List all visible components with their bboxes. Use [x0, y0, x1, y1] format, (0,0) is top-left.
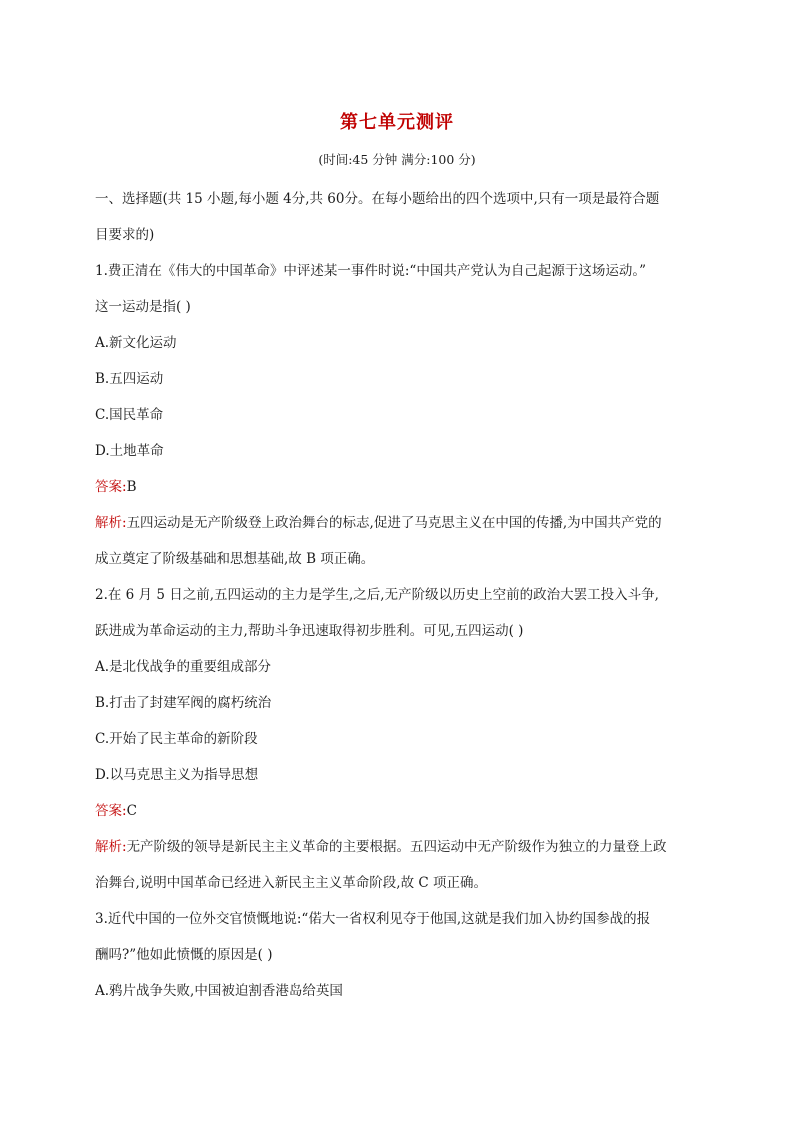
q2-answer-label: 答案: [95, 803, 127, 819]
q2-option-c: C.开始了民主革命的新阶段 [95, 731, 258, 747]
q2-option-a: A.是北伐战争的重要组成部分 [95, 659, 272, 675]
q2-answer-value: C [126, 803, 137, 819]
q3-stem-line-2: 酬吗?”他如此愤慨的原因是( ) [95, 947, 273, 963]
q1-answer [95, 478, 705, 496]
page-title: 第七单元测评 [340, 112, 454, 133]
q1-stem-line-1: 1.费正清在《伟大的中国革命》中评述某一事件时说:“中国共产党认为自己起源于这场运动。” [95, 263, 646, 279]
q2-stem-line-2: 跃进成为革命运动的主力,帮助斗争迅速取得初步胜利。可见,五四运动( ) [95, 623, 524, 639]
q1-explanation-line-2: 成立奠定了阶级基础和思想基础,故 B 项正确。 [95, 551, 375, 567]
q3-stem-line-1: 3.近代中国的一位外交官愤慨地说:“偌大一省权利见夺于他国,这就是我们加入协约国参战的报 [95, 911, 651, 927]
q3-option-a: A.鸦片战争失败,中国被迫割香港岛给英国 [95, 983, 343, 999]
q2-explain-label: 解析: [95, 839, 127, 855]
q2-explanation-line-1 [95, 838, 705, 856]
q1-explain-label: 解析: [95, 515, 127, 531]
q2-stem-line-1: 2.在 6 月 5 日之前,五四运动的主力是学生,之后,无产阶级以历史上空前的政治大罢工投入斗争, [95, 587, 659, 603]
q1-answer-label: 答案: [95, 479, 127, 495]
q1-answer-value: B [126, 479, 137, 495]
q1-explain-text-1: 五四运动是无产阶级登上政治舞台的标志,促进了马克思主义在中国的传播,为中国共产党的 [126, 515, 662, 531]
q2-explain-text-1: 无产阶级的领导是新民主主义革命的主要根据。五四运动中无产阶级作为独立的力量登上政 [126, 839, 667, 855]
q2-answer [95, 802, 705, 820]
q1-option-d: D.土地革命 [95, 443, 164, 459]
q2-explanation-line-2: 治舞台,说明中国革命已经进入新民主主义革命阶段,故 C 项正确。 [95, 875, 487, 891]
q1-option-a: A.新文化运动 [95, 335, 177, 351]
exam-info: (时间:45 分钟 满分:100 分) [318, 152, 476, 167]
q2-option-b: B.打击了封建军阀的腐朽统治 [95, 695, 272, 711]
q1-option-b: B.五四运动 [95, 371, 164, 387]
section-heading-line-2: 目要求的) [95, 227, 155, 243]
q2-option-d: D.以马克思主义为指导思想 [95, 767, 259, 783]
q1-option-c: C.国民革命 [95, 407, 164, 423]
section-heading-line-1: 一、选择题(共 15 小题,每小题 4分,共 60分。在每小题给出的四个选项中,只有一项是最符合题 [95, 191, 660, 207]
q1-explanation-line-1 [95, 514, 705, 532]
q1-stem-line-2: 这一运动是指( ) [95, 299, 191, 315]
